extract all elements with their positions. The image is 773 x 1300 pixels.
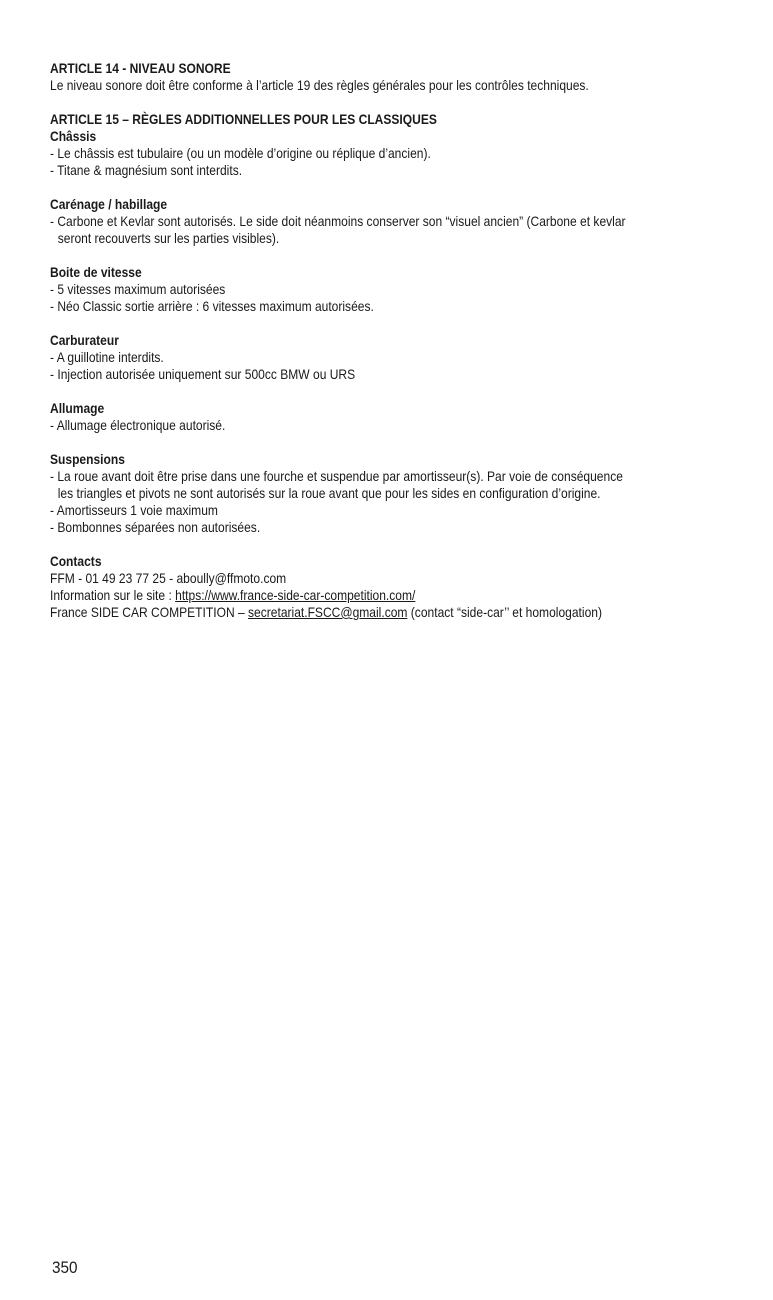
article-15-title: ARTICLE 15 – RÈGLES ADDITIONNELLES POUR LES CLASSIQUES xyxy=(50,111,437,127)
boite-item: - 5 vitesses maximum autorisées xyxy=(50,281,226,297)
suspensions-heading: Suspensions xyxy=(50,451,125,467)
boite-item: - Néo Classic sortie arrière : 6 vitesses maximum autorisées. xyxy=(50,298,374,314)
contact-ffm: FFM - 01 49 23 77 25 - aboully@ffmoto.com xyxy=(50,570,287,586)
suspensions-line-2: les triangles et pivots ne sont autorisés sur la roue avant que pour les sides en configuration d’origine. xyxy=(57,485,601,501)
carenage-line-1: - Carbone et Kevlar sont autorisés. Le side doit néanmoins conserver son “visuel ancien” (Carbone et kevlar xyxy=(50,213,626,229)
fscc-note: (contact “side-car’’ et homologation) xyxy=(407,604,602,620)
allumage-item: - Allumage électronique autorisé. xyxy=(50,417,226,433)
carenage-item xyxy=(50,213,643,247)
carburateur-item: - A guillotine interdits. xyxy=(50,349,164,365)
suspensions-item: - Amortisseurs 1 voie maximum xyxy=(50,502,218,518)
chassis-heading: Châssis xyxy=(50,128,97,144)
chassis-item: - Le châssis est tubulaire (ou un modèle d’origine ou réplique d’ancien). xyxy=(50,145,431,161)
suspensions-item: - Bombonnes séparées non autorisées. xyxy=(50,519,261,535)
allumage-heading: Allumage xyxy=(50,400,105,416)
carburateur-heading: Carburateur xyxy=(50,332,119,348)
carenage-line-2: seront recouverts sur les parties visibles). xyxy=(57,230,280,246)
site-label: Information sur le site : xyxy=(50,587,176,603)
fscc-label: France SIDE CAR COMPETITION – xyxy=(50,604,249,620)
contact-fscc xyxy=(50,604,643,621)
carburateur-item: - Injection autorisée uniquement sur 500cc BMW ou URS xyxy=(50,366,356,382)
suspensions-line-1: - La roue avant doit être prise dans une fourche et suspendue par amortisseur(s). Par voie de conséquence xyxy=(50,468,623,484)
article-14-text: Le niveau sonore doit être conforme à l’article 19 des règles générales pour les contrôles techniques. xyxy=(50,77,589,93)
contacts-heading: Contacts xyxy=(50,553,102,569)
carenage-heading: Carénage / habillage xyxy=(50,196,168,212)
article-14-title: ARTICLE 14 - NIVEAU SONORE xyxy=(50,60,231,76)
page-number: 350 xyxy=(52,1258,78,1277)
chassis-item: - Titane & magnésium sont interdits. xyxy=(50,162,243,178)
document-page xyxy=(50,60,740,621)
fscc-email-link[interactable]: secretariat.FSCC@gmail.com xyxy=(248,604,408,620)
site-link[interactable]: https://www.france-side-car-competition.com/ xyxy=(175,587,416,603)
contact-site xyxy=(50,587,643,604)
boite-heading: Boite de vitesse xyxy=(50,264,142,280)
suspensions-item xyxy=(50,468,643,502)
